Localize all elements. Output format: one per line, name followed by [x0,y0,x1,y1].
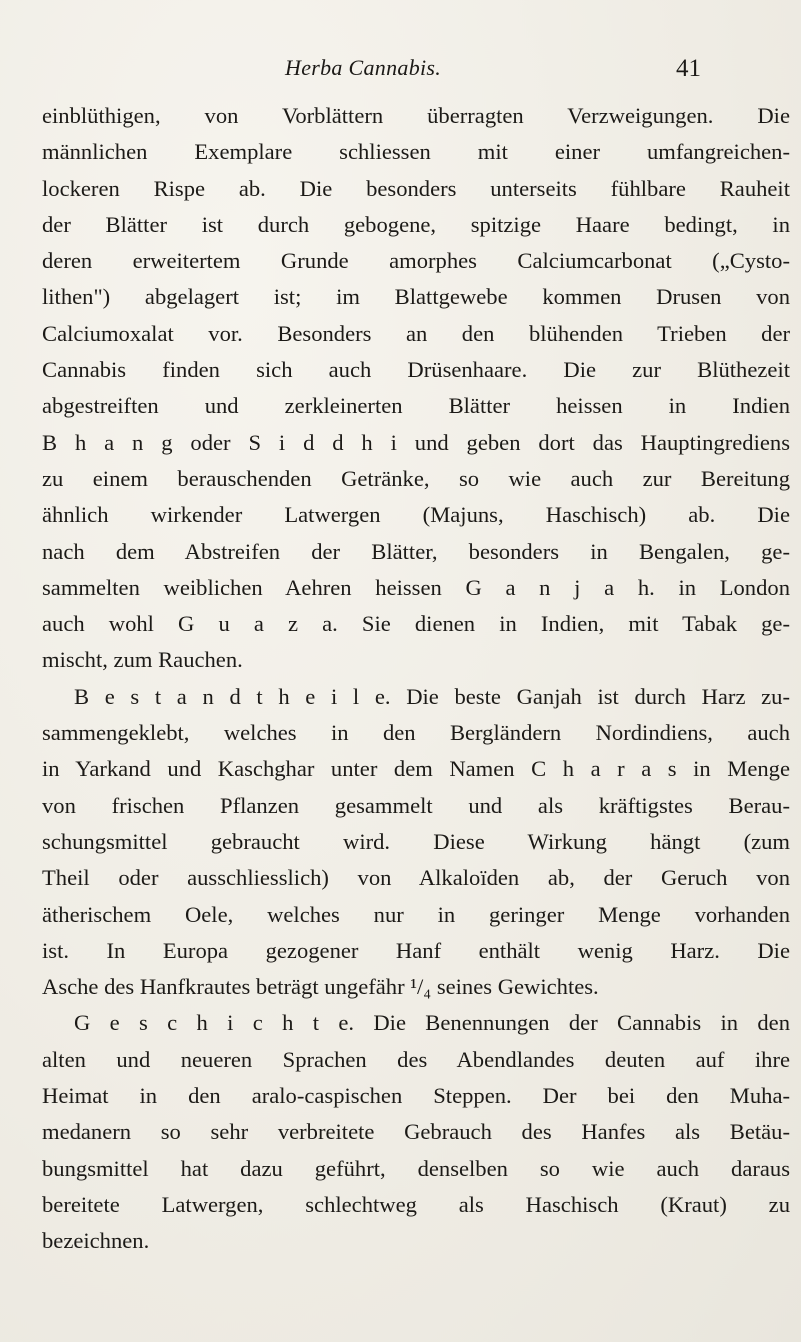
text-line: Calciumoxalat vor. Besonders an den blühenden Trieben der [42,320,790,346]
text-line: mischt, zum Rauchen. [42,647,243,673]
text-line: abgestreiften und zerkleinerten Blätter heissen in Indien [42,393,790,419]
text-line: G e s c h i c h t e. Die Benennungen der Cannabis in den [74,1010,790,1036]
text-line: lithen") abgelagert ist; im Blattgewebe kommen Drusen von [42,284,790,310]
text-line: B h a n g oder S i d d h i und geben dort das Hauptingrediens [42,429,790,455]
text-line: in Yarkand und Kaschghar unter dem Namen C h a r a s in Menge [42,756,790,782]
text-line: lockeren Rispe ab. Die besonders unterseits fühlbare Rauheit [42,175,790,201]
text-line: Heimat in den aralo-caspischen Steppen. Der bei den Muha- [42,1083,790,1109]
text-line: alten und neueren Sprachen des Abendlandes deuten auf ihre [42,1046,790,1072]
text-line: bezeichnen. [42,1228,150,1254]
text-line: einblüthigen, von Vorblättern überragten Verzweigungen. Die [42,103,790,128]
text-line: Theil oder ausschliesslich) von Alkaloïden ab, der Geruch von [42,865,790,891]
text-line: medanern so sehr verbreitete Gebrauch des Hanfes als Betäu- [42,1119,790,1145]
text-line: ätherischem Oele, welches nur in geringer Menge vorhanden [42,901,790,927]
text-line: bungsmittel hat dazu geführt, denselben so wie auch daraus [42,1155,790,1181]
page-number: 41 [676,55,701,82]
text-line: zu einem berauschenden Getränke, so wie auch zur Bereitung [42,465,790,491]
text-line: schungsmittel gebraucht wird. Diese Wirkung hängt (zum [42,828,790,854]
text-line: nach dem Abstreifen der Blätter, besonders in Bengalen, ge- [42,538,790,564]
text-line: männlichen Exemplare schliessen mit einer umfangreichen- [42,139,790,165]
text-line: sammelten weiblichen Aehren heissen G a n j a h. in London [42,574,790,600]
text-line: sammengeklebt, welches in den Bergländern Nordindiens, auch [42,720,790,746]
text-line: von frischen Pflanzen gesammelt und als kräftigstes Berau- [42,792,790,818]
text-line: deren erweitertem Grunde amorphes Calciumcarbonat („Cysto- [42,248,790,274]
text-line: B e s t a n d t h e i l e. Die beste Ganjah ist durch Harz zu- [74,683,790,709]
text-line: ist. In Europa gezogener Hanf enthält wenig Harz. Die [42,937,790,963]
text-line: Cannabis finden sich auch Drüsenhaare. Die zur Blüthezeit [42,357,790,383]
text-line: ähnlich wirkender Latwergen (Majuns, Haschisch) ab. Die [42,502,790,528]
running-title: Herba Cannabis. [285,55,442,80]
text-line: der Blätter ist durch gebogene, spitzige Haare bedingt, in [42,211,790,237]
body-text [42,98,801,1260]
text-line: auch wohl G u a z a. Sie dienen in Indien, mit Tabak ge- [42,611,790,637]
running-head [0,55,801,85]
text-line: bereitete Latwergen, schlechtweg als Haschisch (Kraut) zu [42,1191,790,1217]
text-line: Asche des Hanfkrautes beträgt ungefähr ¹/₄ seines Gewichtes. [42,974,599,1000]
